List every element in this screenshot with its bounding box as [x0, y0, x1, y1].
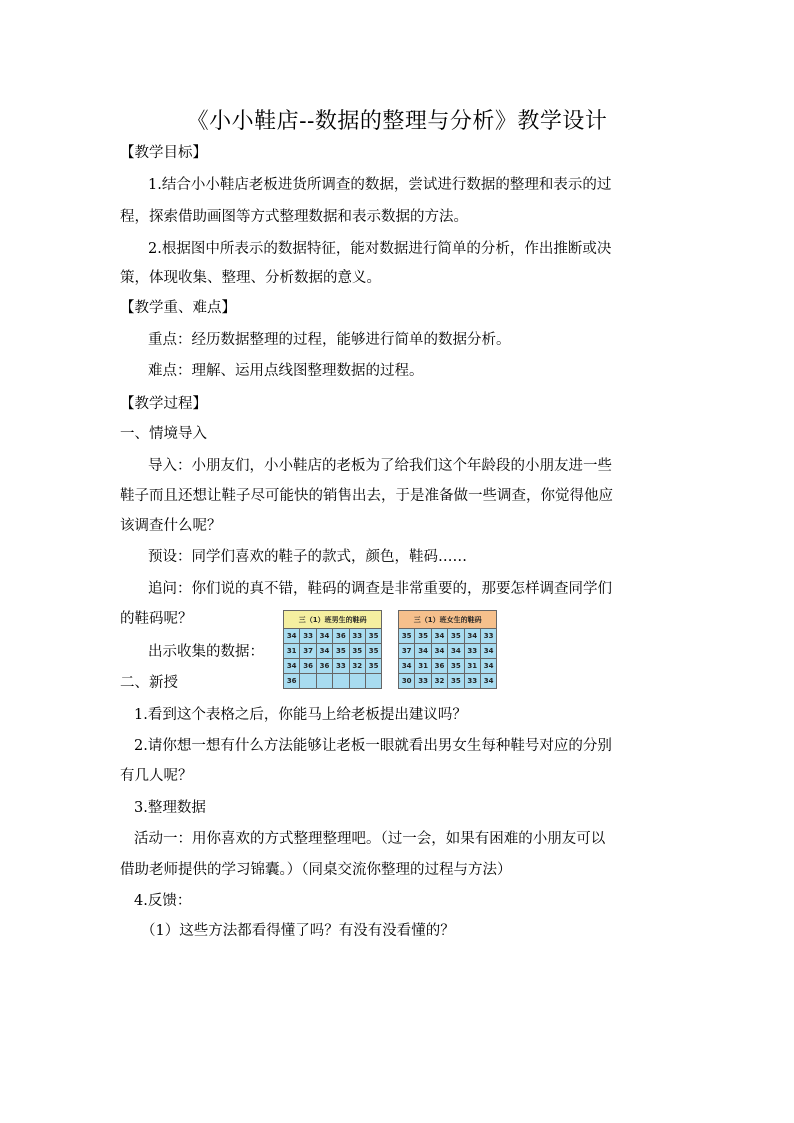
table-cell: 35	[399, 629, 415, 644]
table-cell: 35	[365, 644, 381, 659]
table-cell-empty	[316, 674, 332, 689]
table-cell: 35	[365, 659, 381, 674]
table-cell: 33	[300, 629, 316, 644]
table-cell: 33	[480, 629, 496, 644]
feedback-1-line: （1）这些方法都看得懂了吗？有没有没看懂的？	[141, 923, 455, 939]
keypoint-focus: 重点：经历数据整理的过程，能够进行简单的数据分析。	[148, 332, 511, 348]
intro-para-line-2: 鞋子而且还想让鞋子尽可能快的销售出去，于是准备做一些调查，你觉得他应	[120, 488, 613, 504]
followup-line-2: 的鞋码呢？	[120, 611, 193, 627]
item-1-line: 1.看到这个表格之后，你能马上给老板提出建议吗？	[134, 707, 467, 723]
keypoint-difficulty: 难点：理解、运用点线图整理数据的过程。	[148, 363, 424, 379]
section-heading-keypoints: 【教学重、难点】	[120, 300, 236, 316]
table-cell: 34	[284, 659, 300, 674]
section-heading-goals: 【教学目标】	[120, 145, 207, 161]
table-cell: 33	[415, 674, 431, 689]
table-cell: 35	[448, 674, 464, 689]
section-heading-process: 【教学过程】	[120, 396, 207, 412]
table-cell: 35	[349, 644, 365, 659]
table-cell: 34	[316, 629, 332, 644]
table-cell: 34	[464, 629, 480, 644]
followup-line-1: 追问：你们说的真不错，鞋码的调查是非常重要的，那要怎样调查同学们	[148, 581, 612, 597]
item-2-line-2: 有几人呢？	[120, 768, 193, 784]
table-cell: 36	[284, 674, 300, 689]
table-cell: 36	[300, 659, 316, 674]
table-cell: 30	[399, 674, 415, 689]
goal-2-line-2: 策，体现收集、整理、分析数据的意义。	[120, 270, 381, 286]
goal-1-line-2: 程，探索借助画图等方式整理数据和表示数据的方法。	[120, 209, 468, 225]
table-cell: 34	[415, 644, 431, 659]
activity-1-line-2: 借助老师提供的学习锦囊。）（同桌交流你整理的过程与方法）	[120, 862, 512, 878]
table-cell: 37	[300, 644, 316, 659]
table-cell-empty	[365, 674, 381, 689]
table-cell-empty	[349, 674, 365, 689]
table-cell: 35	[448, 629, 464, 644]
table-cell: 35	[365, 629, 381, 644]
table-cell: 35	[333, 644, 349, 659]
document-title: 《小小鞋店--数据的整理与分析》教学设计	[186, 109, 608, 134]
table-cell: 31	[415, 659, 431, 674]
activity-1-line-1: 活动一：用你喜欢的方式整理整理吧。（过一会，如果有困难的小朋友可以	[134, 831, 606, 847]
table-cell: 35	[415, 629, 431, 644]
table-cell: 36	[431, 659, 447, 674]
table-cell: 34	[431, 644, 447, 659]
table-cell: 35	[448, 659, 464, 674]
table-cell: 33	[333, 659, 349, 674]
item-3-line: 3.整理数据	[134, 800, 206, 816]
item-2-line-1: 2.请你想一想有什么方法能够让老板一眼就看出男女生每种鞋号对应的分别	[134, 738, 612, 754]
girls-shoe-size-table	[398, 610, 497, 689]
show-data-line: 出示收集的数据：	[148, 644, 264, 660]
table-cell: 34	[480, 659, 496, 674]
table-cell: 36	[333, 629, 349, 644]
table-cell: 33	[349, 629, 365, 644]
table-cell: 31	[284, 644, 300, 659]
table-cell: 34	[431, 629, 447, 644]
intro-para-line-1: 导入：小朋友们，小小鞋店的老板为了给我们这个年龄段的小朋友进一些	[148, 458, 612, 474]
table-cell: 31	[464, 659, 480, 674]
table-cell: 36	[316, 659, 332, 674]
table-cell: 34	[316, 644, 332, 659]
subsection-intro: 一、情境导入	[120, 426, 207, 442]
subsection-new-teaching: 二、新授	[120, 675, 178, 691]
table-cell: 32	[349, 659, 365, 674]
table-cell: 33	[464, 674, 480, 689]
table-cell: 34	[448, 644, 464, 659]
table-cell: 32	[431, 674, 447, 689]
table-cell: 33	[464, 644, 480, 659]
shoe-size-tables	[283, 610, 498, 700]
item-4-line: 4.反馈：	[134, 893, 192, 909]
girls-table-header: 三（1）班女生的鞋码	[399, 611, 497, 629]
table-cell-empty	[300, 674, 316, 689]
intro-para-line-3: 该调查什么呢？	[120, 518, 222, 534]
table-cell: 37	[399, 644, 415, 659]
goal-2-line-1: 2.根据图中所表示的数据特征，能对数据进行简单的分析，作出推断或决	[148, 241, 612, 257]
goal-1-line-1: 1.结合小小鞋店老板进货所调查的数据，尝试进行数据的整理和表示的过	[148, 177, 612, 193]
table-cell: 34	[480, 674, 496, 689]
boys-table-header: 三（1）班男生的鞋码	[284, 611, 382, 629]
boys-shoe-size-table	[283, 610, 382, 689]
table-cell: 34	[284, 629, 300, 644]
table-cell: 34	[399, 659, 415, 674]
preset-line: 预设：同学们喜欢的鞋子的款式，颜色，鞋码……	[148, 549, 467, 565]
table-cell-empty	[333, 674, 349, 689]
table-cell: 34	[480, 644, 496, 659]
